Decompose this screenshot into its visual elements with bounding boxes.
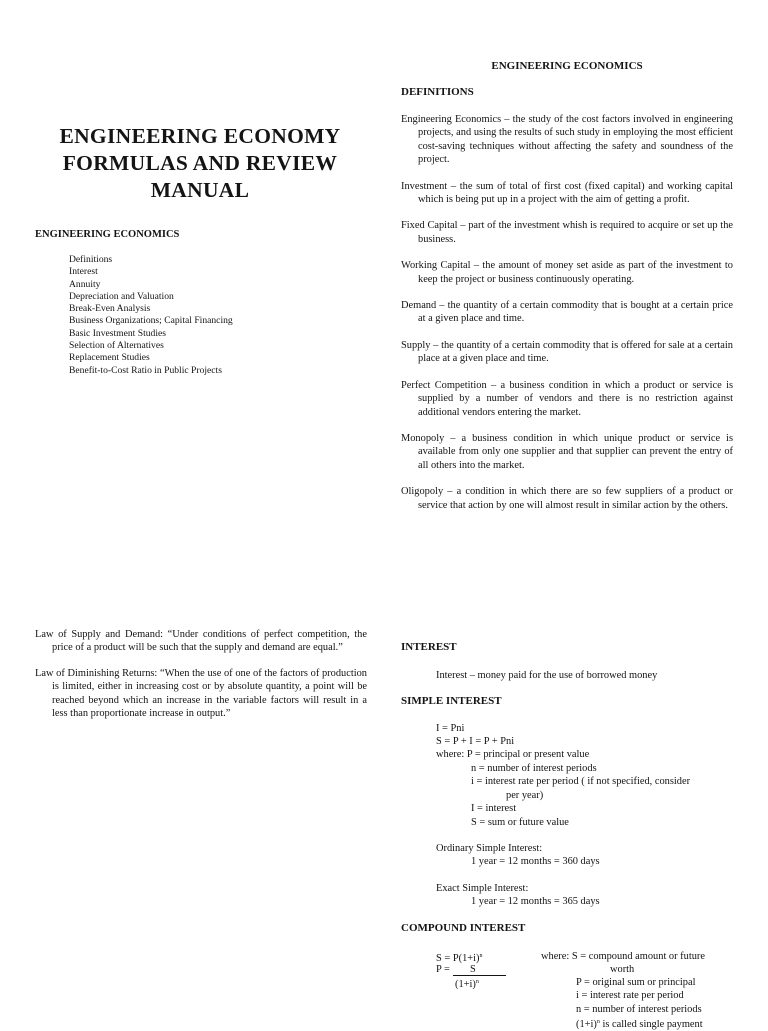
where-rate: i = interest rate per period ( if not specified, consider	[471, 776, 691, 787]
fraction-denominator: $(1+i)^n$	[455, 979, 479, 990]
where-principal: where: P = principal or present value	[436, 749, 590, 760]
definition-item: Supply – the quantity of a certain commodity that is offered for sale at a certain place at a given place and time.	[401, 339, 733, 365]
simple-interest-formula: I = Pni	[436, 723, 465, 734]
contents-item: Depreciation and Valuation	[69, 290, 174, 302]
contents-item: Annuity	[69, 278, 101, 290]
law-item: Law of Diminishing Returns: “When the use of one of the factors of production is limited, either in increasing cost or by absolute quantity, a point will be reached beyond which an increase in the variable factors will result in a less than proportionate increase in output.”	[35, 667, 367, 720]
where-periods: n = number of interest periods	[471, 763, 597, 774]
exact-simple-interest-label: Exact Simple Interest:	[436, 883, 529, 894]
definition-item: Oligopoly – a condition in which there are so few suppliers of a product or service that action by one will almost result in similar action by the others.	[401, 486, 733, 511]
compound-interest-heading: COMPOUND INTEREST	[401, 922, 526, 934]
where-interest: I = interest	[471, 803, 517, 814]
where-interest-rate: i = interest rate per period	[576, 990, 684, 1001]
where-rate-continued: per year)	[506, 790, 544, 801]
contents-item: Basic Investment Studies	[69, 327, 166, 339]
interest-definition: Interest – money paid for the use of borrowed money	[436, 670, 658, 681]
future-value-formula: S = P + I = P + Pni	[436, 736, 515, 747]
ordinary-simple-interest-label: Ordinary Simple Interest:	[436, 843, 543, 854]
ordinary-simple-interest-value: 1 year = 12 months = 360 days	[471, 856, 600, 867]
where-compound-amount: where: S = compound amount or future	[541, 951, 705, 962]
definition-item: Investment – the sum of total of first cost (fixed capital) and working capital which is being put up in a project with the aim of getting a profit.	[401, 180, 733, 206]
fraction-numerator: S	[470, 964, 476, 975]
simple-interest-heading: SIMPLE INTEREST	[401, 695, 502, 707]
where-original-sum: P = original sum or principal	[576, 977, 696, 988]
document-title: ENGINEERING ECONOMY FORMULAS AND REVIEW MANUAL	[59, 124, 341, 202]
interest-heading: INTEREST	[401, 641, 457, 653]
contents-item: Selection of Alternatives	[69, 340, 164, 352]
definitions-list	[401, 113, 733, 525]
contents-item: Business Organizations; Capital Financing	[69, 315, 233, 327]
definitions-heading: DEFINITIONS	[401, 86, 474, 98]
contents-item: Break-Even Analysis	[69, 303, 151, 315]
definition-item: Monopoly – a business condition in which unique product or service is available from only one supplier and that supplier can prevent the entry of all others into the market.	[401, 432, 733, 471]
contents-heading: ENGINEERING ECONOMICS	[35, 229, 180, 240]
definition-item: Perfect Competition – a business condition in which a product or service is supplied by a number of vendors and there is no restriction against additional vendors entering the market.	[401, 379, 733, 418]
exact-simple-interest-value: 1 year = 12 months = 365 days	[471, 896, 600, 907]
where-sum: S = sum or future value	[471, 817, 569, 828]
contents-list	[69, 254, 233, 377]
contents-item: Replacement Studies	[69, 352, 150, 364]
present-worth-formula-lhs: P =	[436, 964, 450, 975]
definition-item: Engineering Economics – the study of the cost factors involved in engineering projects, and using the results of such study in employing the most efficient cost-saving techniques without affecting the safety and soundness of the project.	[401, 114, 733, 166]
law-item: Law of Supply and Demand: “Under conditions of perfect competition, the price of a product will be such that the supply and demand are equal.”	[35, 629, 367, 654]
laws-list	[35, 628, 367, 732]
contents-item: Definitions	[69, 254, 113, 265]
contents-item: Interest	[69, 266, 98, 278]
where-interest-periods: n = number of interest periods	[576, 1004, 702, 1015]
compound-amount-formula: $S = P(1+i)^n$	[436, 953, 483, 964]
definition-item: Working Capital – the amount of money set aside as part of the investment to keep the project or business continuously operating.	[401, 260, 733, 285]
contents-item: Benefit-to-Cost Ratio in Public Projects	[69, 364, 222, 376]
single-payment-factor-note: $(1+i)^n$ is called single payment	[576, 1019, 703, 1030]
where-compound-amount-cont: worth	[610, 964, 635, 975]
definition-item: Fixed Capital – part of the investment whish is required to acquire or set up the business.	[401, 220, 733, 245]
page-heading: ENGINEERING ECONOMICS	[491, 60, 643, 72]
definition-item: Demand – the quantity of a certain commodity that is bought at a certain price at a given place and time.	[401, 300, 733, 325]
